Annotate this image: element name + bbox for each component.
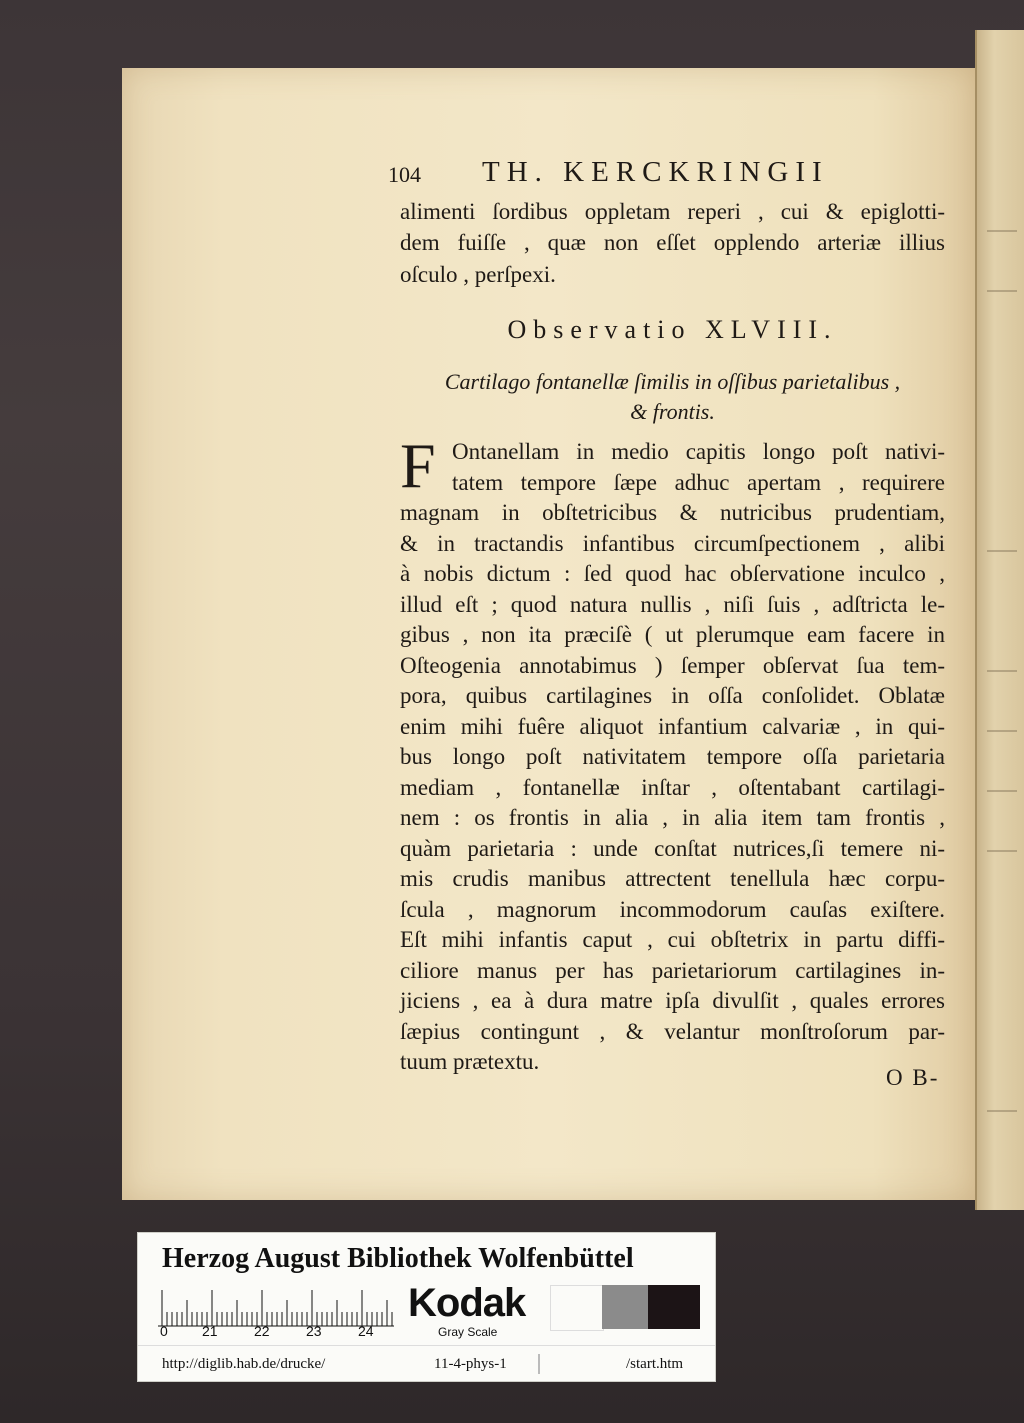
ruler-label: 0 — [160, 1323, 168, 1339]
gray-scale-label: Gray Scale — [438, 1325, 498, 1339]
subtitle-line: Cartilago fontanellæ ſimilis in oſſibus parietalibus , — [444, 369, 901, 394]
subtitle-line: & frontis. — [630, 399, 715, 424]
text-line: jiciens , ea à dura matre ipſa divulſit , quales errores — [400, 988, 945, 1013]
text-line: pora, quibus cartilagines in oſſa conſolidet. Oblatæ — [400, 683, 945, 708]
running-head: TH. KERCKRINGII — [482, 156, 829, 188]
text-line: mis crudis manibus attrectent tenellula hæc corpu- — [400, 866, 945, 891]
text-line: dem fuiſſe , quæ non eſſet opplendo arteriæ illius — [400, 230, 945, 256]
url-bar — [138, 1345, 715, 1382]
white-swatch — [550, 1285, 604, 1331]
text-line: ſcula , magnorum incommodorum cauſas exiſtere. — [400, 896, 945, 922]
text-line: magnam in obſtetricibus & nutricibus prudentiam, — [400, 500, 945, 525]
url-mid: 11-4-phys-1 — [434, 1356, 507, 1372]
intro-paragraph — [400, 196, 945, 290]
library-name: Herzog August Bibliothek Wolfenbüttel — [162, 1243, 634, 1274]
text-line: mediam , fontanellæ inſtar , oſtentabant cartilagi- — [400, 774, 945, 800]
black-swatch — [648, 1285, 700, 1329]
ruler-label: 23 — [306, 1323, 322, 1339]
ruler-label: 22 — [254, 1323, 270, 1339]
catchword: O B- — [886, 1065, 940, 1090]
kodak-logo: Kodak — [408, 1281, 526, 1325]
page-header — [388, 156, 888, 196]
url-right: /start.htm — [626, 1356, 684, 1372]
text-line: oſculo , perſpexi. — [400, 261, 556, 287]
body-paragraph — [400, 437, 945, 1078]
text-line: bus longo poſt nativitatem tempore oſſa parietaria — [400, 744, 945, 769]
text-line: Ontanellam in medio capitis longo poſt nativi- — [452, 439, 945, 464]
ruler-label: 21 — [202, 1323, 218, 1339]
text-line: Eſt mihi infantis caput , cui obſtetrix in partu diffi- — [400, 927, 945, 952]
text-line: Oſteogenia annotabimus ) ſemper obſervat ſua tem- — [400, 652, 945, 678]
observation-subtitle — [400, 367, 945, 427]
page-number: 104 — [388, 162, 421, 187]
text-line: alimenti ſordibus oppletam reperi , cui & epiglotti- — [400, 199, 945, 224]
text-line: illud eſt ; quod natura nullis , niſi ſuis , adſtricta le- — [400, 591, 945, 617]
drop-cap: F — [400, 430, 436, 501]
url-left: http://diglib.hab.de/drucke/ — [162, 1356, 326, 1372]
text-line: à nobis dictum : ſed quod hac obſervatione inculco , — [400, 561, 945, 586]
ruler — [158, 1287, 394, 1327]
text-line: gibus , non ita præciſè ( ut plerumque eam facere in — [400, 622, 945, 647]
text-line: ciliore manus per has parietariorum cartilagines in- — [400, 957, 945, 983]
ruler-label: 24 — [358, 1323, 374, 1339]
text-line: nem : os frontis in alia , in alia item tam frontis , — [400, 805, 945, 830]
gray-swatch — [602, 1285, 648, 1329]
facing-page-edge — [975, 30, 1024, 1210]
text-line: ſæpius contingunt , & velantur monſtroſorum par- — [400, 1018, 945, 1044]
observation-heading: Observatio XLVIII. — [507, 315, 838, 344]
text-line: tuum prætextu. — [400, 1049, 540, 1074]
text-line: tatem tempore ſæpe adhuc apertam , requirere — [452, 469, 945, 495]
text-line: & in tractandis infantibus circumſpectionem , alibi — [400, 530, 945, 556]
color-target-card — [137, 1232, 716, 1382]
text-line: quàm parietaria : unde conſtat nutrices,ſi temere ni- — [400, 835, 945, 861]
text-line: enim mihi fuêre aliquot infantium calvariæ , in qui- — [400, 713, 945, 739]
